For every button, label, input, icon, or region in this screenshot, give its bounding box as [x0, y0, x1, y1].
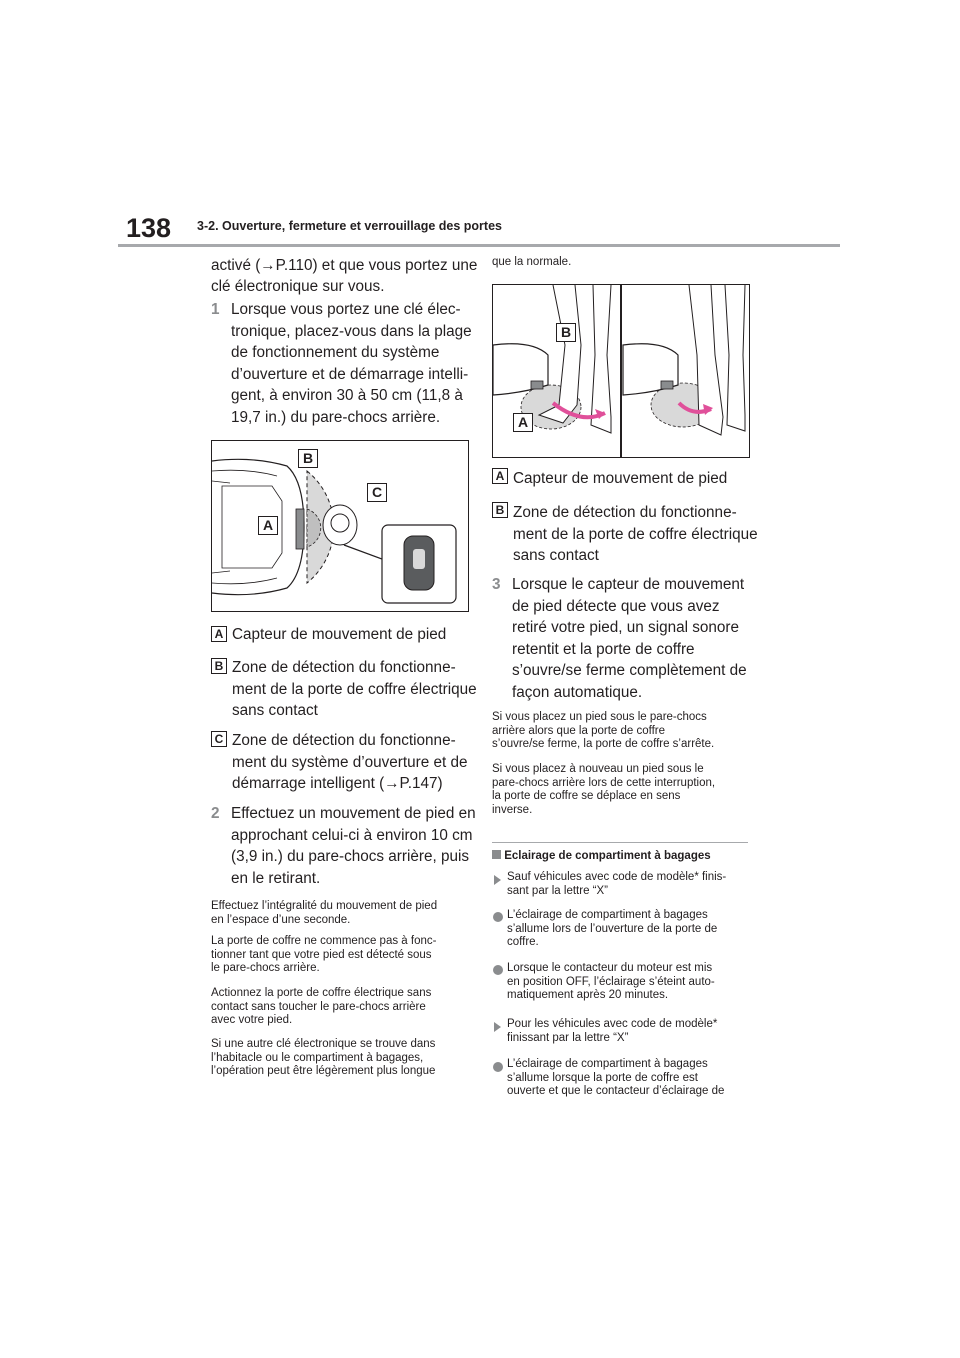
bullet-line: L’éclairage de compartiment à bagages: [507, 909, 708, 921]
arrow-bullet-icon: [494, 875, 501, 885]
note-6: [492, 763, 715, 817]
bullet-line: ouverte et que le contacteur d’éclairage de: [507, 1085, 725, 1097]
step-3-number: 3: [492, 576, 501, 593]
figure-label-a: A: [513, 413, 533, 432]
bullet-line: matiquement après 20 minutes.: [507, 989, 669, 1001]
step-1-line: de fonctionnement du système: [231, 344, 440, 361]
step-1-text: [231, 299, 472, 428]
step-2-number: 2: [211, 805, 220, 822]
note-line: tionner tant que votre pied est détecté sous: [211, 948, 432, 961]
bullet-line: Pour les véhicules avec code de modèle*: [507, 1018, 718, 1030]
step-3-text: [512, 574, 747, 703]
bullet-1: [507, 871, 726, 898]
intro-line-1: activé (→P.110) et que vous portez une: [211, 257, 478, 274]
step-2-text: [231, 803, 476, 889]
legend-key-a: A: [211, 626, 227, 642]
note-line: Si vous placez à nouveau un pied sous le: [492, 763, 704, 775]
legend-line: démarrage intelligent (→P.147): [232, 775, 443, 792]
header-rule: [118, 244, 840, 247]
figure-label-c: C: [367, 483, 387, 502]
step-2-line: Effectuez un mouvement de pied en: [231, 805, 476, 822]
legend-line: Zone de détection du fonctionne-: [232, 659, 456, 676]
square-bullet-icon: [492, 850, 501, 859]
step-2-line: approchant celui-ci à environ 10 cm: [231, 826, 473, 844]
legend-key-b: B: [211, 658, 227, 674]
page-number: 138: [126, 213, 172, 243]
bullet-4: [507, 1018, 717, 1045]
note-4: [211, 1038, 435, 1079]
step-3-line: retiré votre pied, un signal sonore: [512, 619, 740, 636]
bullet-line: Sauf véhicules avec code de modèle* finis-: [507, 871, 727, 883]
bullet-line: coffre.: [507, 936, 539, 948]
note-line: l’habitacle ou le compartiment à bagages,: [211, 1051, 424, 1064]
step-3-line: de pied détecte que vous avez: [512, 597, 720, 615]
note-line: en l’espace d’une seconde.: [211, 913, 351, 926]
note-3: [211, 987, 431, 1028]
note-line: contact sans toucher le pare-chocs arrière: [211, 1000, 426, 1013]
note-1: [211, 900, 437, 927]
subsection-divider: [492, 842, 748, 843]
step-1-line: tronique, placez-vous dans la plage: [231, 322, 472, 340]
figure-detection-zones: [211, 440, 469, 612]
note-line: Actionnez la porte de coffre électrique sans: [211, 987, 432, 999]
note-line: inverse.: [492, 803, 533, 816]
legend-a-text: [232, 624, 446, 646]
legend-line: Zone de détection du fonctionne-: [232, 732, 456, 749]
bullet-3: [507, 962, 715, 1003]
note-5: [492, 711, 714, 752]
bullet-5: [507, 1058, 724, 1099]
bullet-line: finissant par la lettre “X”: [507, 1031, 629, 1044]
bullet-line: sant par la lettre “X”: [507, 884, 608, 897]
legend-key-a: A: [492, 468, 508, 484]
dot-bullet-icon: [493, 912, 503, 922]
legend-line: sans contact: [232, 702, 318, 719]
step-1-line: 19,7 in.) du pare-chocs arrière.: [231, 408, 441, 426]
figure-label-b: B: [298, 449, 318, 468]
figure-label-b: B: [556, 323, 576, 342]
legend-line: ment de la porte de coffre électrique: [513, 525, 758, 543]
step-1-number: 1: [211, 301, 220, 318]
note-2: [211, 935, 436, 976]
dot-bullet-icon: [493, 1062, 503, 1072]
legend-line: sans contact: [513, 547, 599, 564]
legend-key-c: C: [211, 731, 227, 747]
step-3-line: façon automatique.: [512, 683, 643, 701]
figure-label-a: A: [258, 516, 278, 535]
legend-c-text: [232, 730, 468, 795]
bullet-line: L’éclairage de compartiment à bagages: [507, 1058, 708, 1070]
note-line: avec votre pied.: [211, 1014, 293, 1026]
note-line: l’opération peut être légèrement plus longue: [211, 1065, 436, 1077]
step-3-line: s’ouvre/se ferme complètement de: [512, 662, 747, 679]
note-line: Effectuez l’intégralité du mouvement de pied: [211, 900, 438, 912]
section-title: 3-2. Ouverture, fermeture et verrouillage des portes: [197, 219, 502, 233]
bullet-2: [507, 909, 717, 950]
legend-line: ment de la porte de coffre électrique: [232, 680, 477, 698]
subsection-title: Eclairage de compartiment à bagages: [504, 850, 711, 862]
step-1-line: gent, à environ 30 à 50 cm (11,8 à: [231, 387, 463, 404]
note-line: le pare-chocs arrière.: [211, 962, 320, 974]
figure-foot-motion: [492, 284, 750, 458]
step-2-line: (3,9 in.) du pare-chocs arrière, puis: [231, 848, 470, 865]
legend-key-b: B: [492, 502, 508, 518]
subsection-heading: [492, 850, 711, 862]
legend-line: Capteur de mouvement de pied: [513, 470, 728, 487]
step-2-line: en le retirant.: [231, 869, 321, 887]
note-line: Si une autre clé électronique se trouve dans: [211, 1038, 436, 1050]
dot-bullet-icon: [493, 965, 503, 975]
arrow-bullet-icon: [494, 1022, 501, 1032]
note-line: la porte de coffre se déplace en sens: [492, 790, 681, 802]
legend-b-text: [232, 657, 477, 722]
bullet-line: Lorsque le contacteur du moteur est mis: [507, 962, 713, 974]
step-1-line: Lorsque vous portez une clé élec-: [231, 301, 461, 318]
intro-line-2: clé électronique sur vous.: [211, 278, 385, 295]
note-line: s’ouvre/se ferme, la porte de coffre s’arrête.: [492, 738, 715, 750]
note-line: La porte de coffre ne commence pas à fonc-: [211, 935, 437, 947]
step-3-line: retentit et la porte de coffre: [512, 640, 695, 658]
bullet-line: s’allume lorsque la porte de coffre est: [507, 1071, 698, 1084]
continuation-line: que la normale.: [492, 256, 572, 268]
legend-line: Zone de détection du fonctionne-: [513, 504, 737, 521]
bullet-line: en position OFF, l’éclairage s’éteint auto-: [507, 975, 715, 988]
legend-a-text: [513, 468, 727, 490]
bullet-line: s’allume lors de l’ouverture de la porte de: [507, 922, 718, 935]
car-rear-top-view-illustration: [212, 441, 468, 611]
legend-line: ment du système d’ouverture et de: [232, 753, 468, 771]
note-line: pare-chocs arrière lors de cette interruption,: [492, 776, 716, 789]
legend-line: Capteur de mouvement de pied: [232, 626, 447, 643]
note-line: Si vous placez un pied sous le pare-chocs: [492, 711, 707, 723]
step-1-line: d’ouverture et de démarrage intelli-: [231, 365, 469, 383]
legend-b-text: [513, 502, 758, 567]
step-3-line: Lorsque le capteur de mouvement: [512, 576, 745, 593]
note-line: arrière alors que la porte de coffre: [492, 724, 666, 737]
